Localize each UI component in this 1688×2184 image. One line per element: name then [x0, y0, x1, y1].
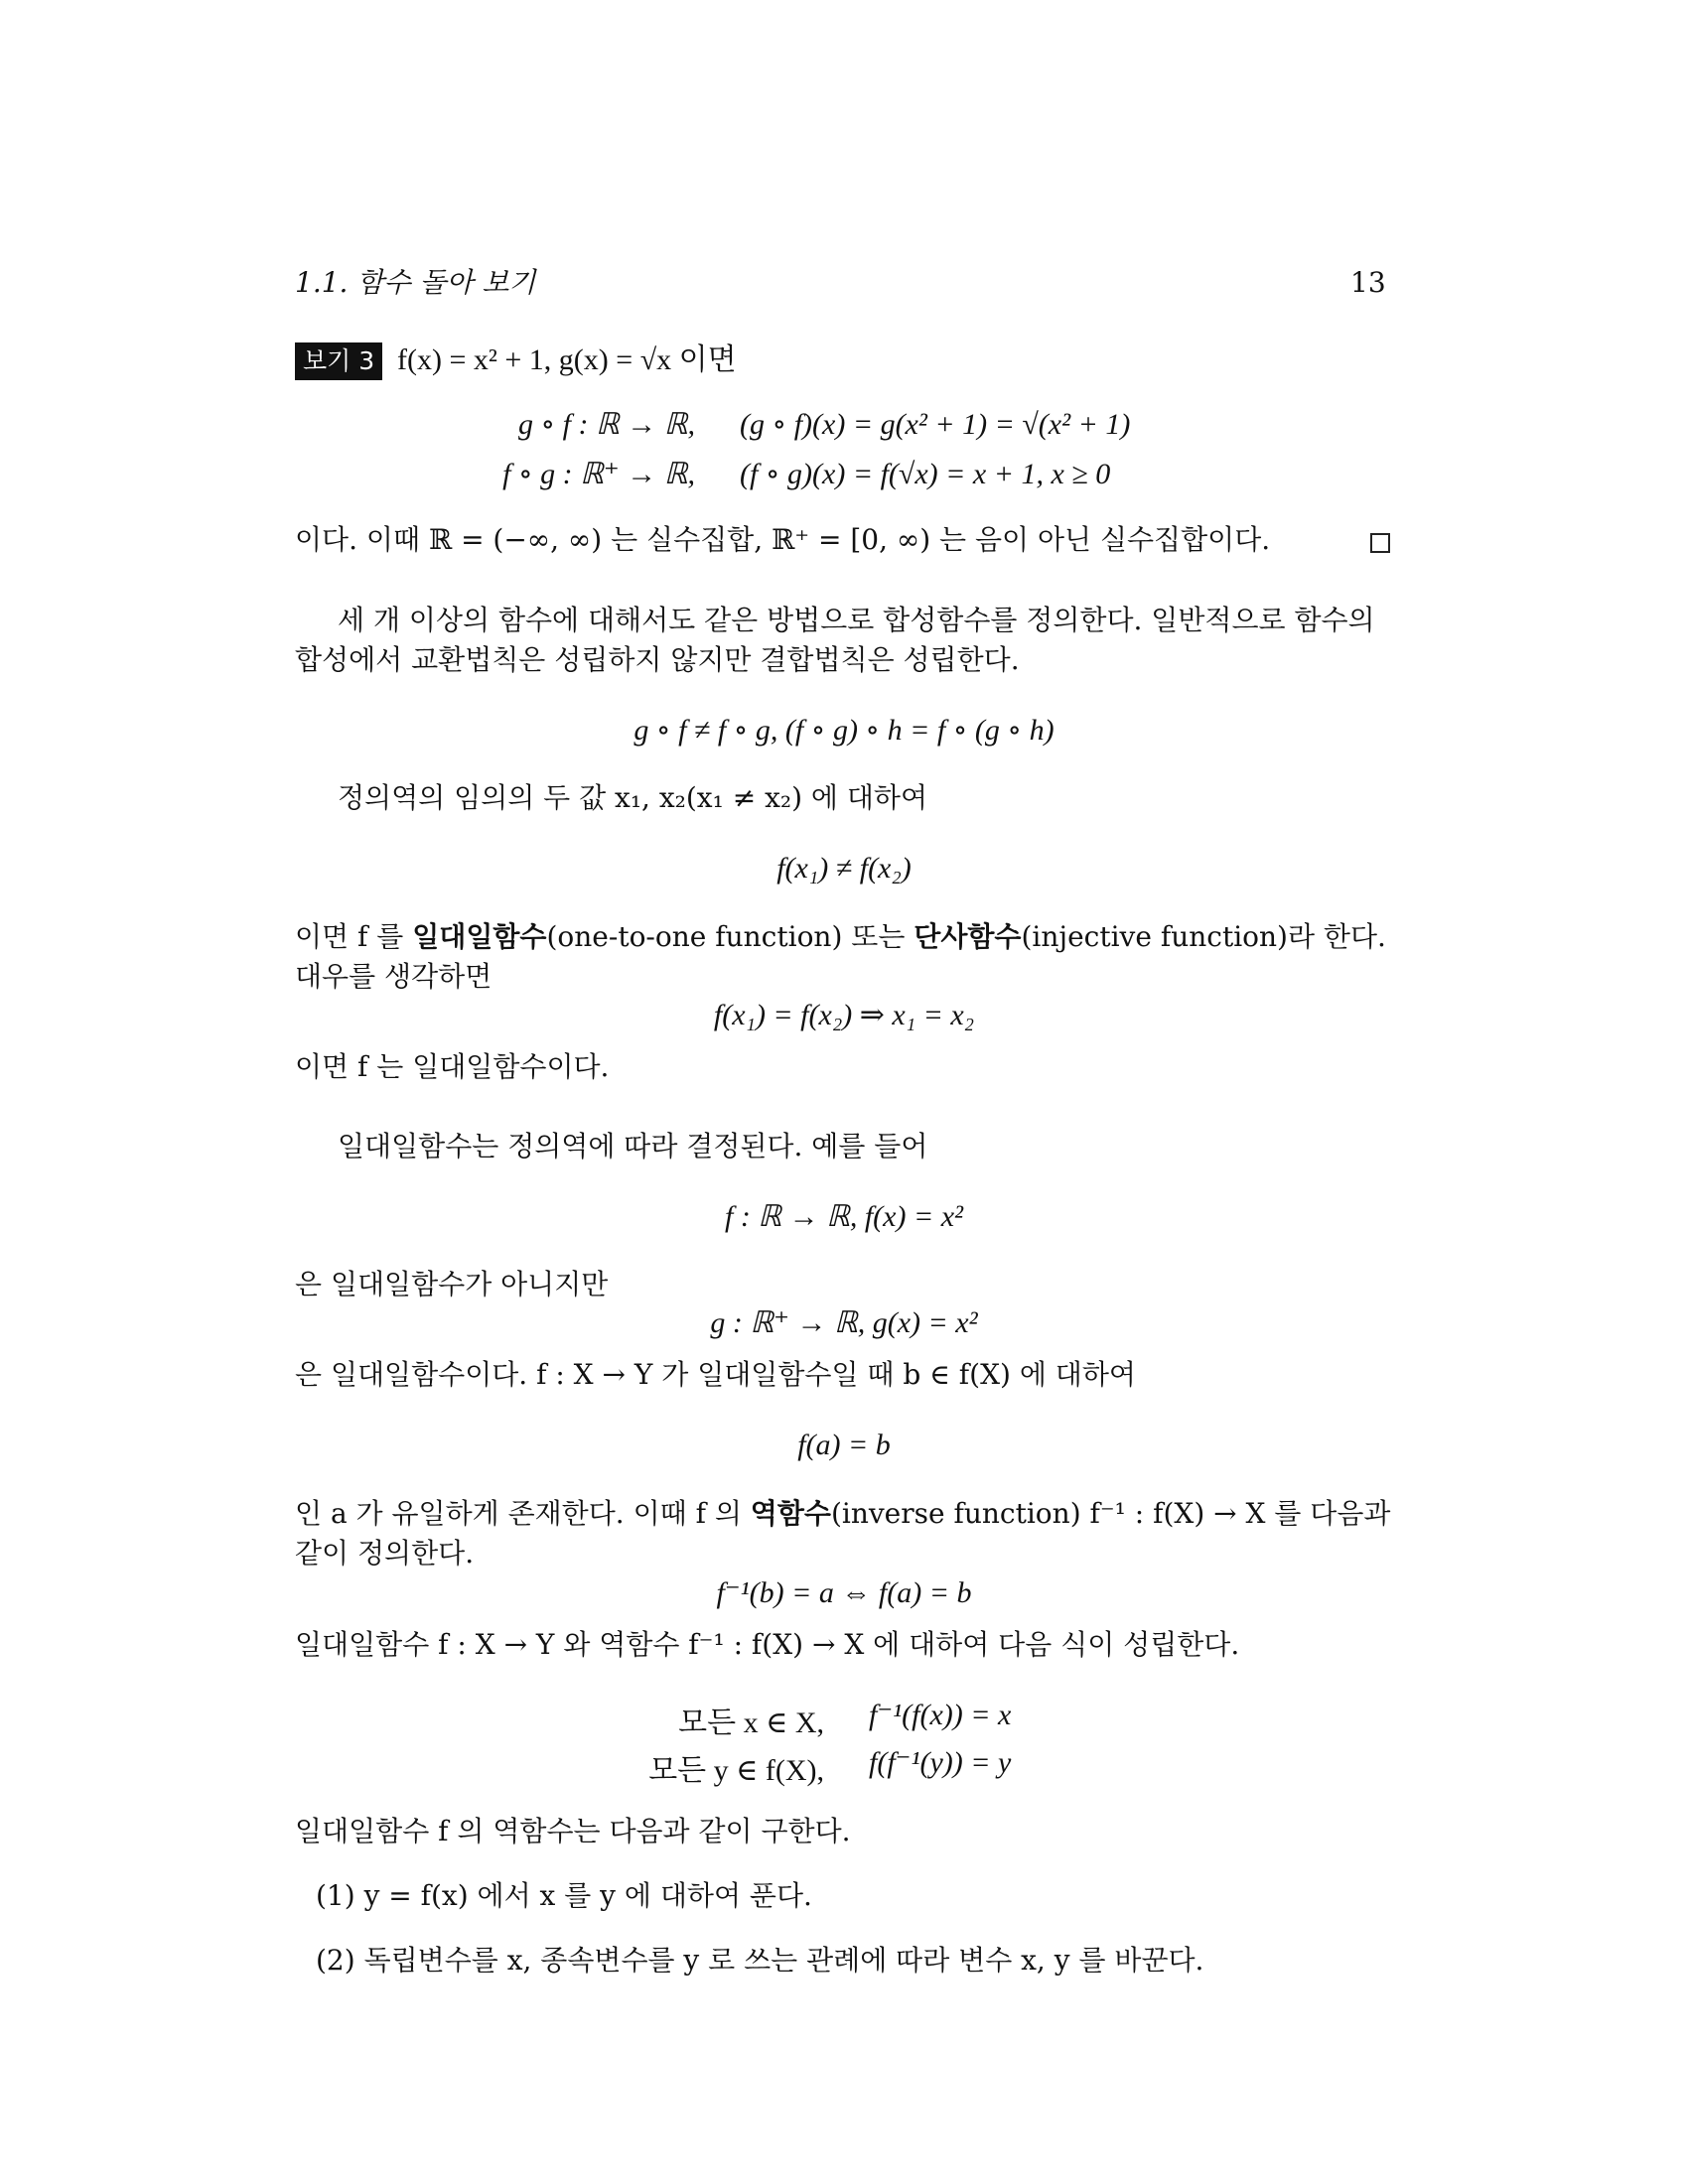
paragraph-line: 일대일함수 f 의 역함수는 다음과 같이 구한다. — [295, 1815, 851, 1847]
example-eq1-left: g ∘ f : ℝ → ℝ, — [517, 408, 695, 441]
paragraph-line: 일대일함수 f : X → Y 와 역함수 f⁻¹ : f(X) → X 에 대하여 다음 식이 성립한다. — [295, 1628, 1240, 1661]
example-intro: f(x) = x² + 1, g(x) = √x 이면 — [397, 343, 737, 376]
text-run: (injective function)라 한다. — [1021, 920, 1386, 953]
paragraph-line: 은 일대일함수이다. f : X → Y 가 일대일함수일 때 b ∈ f(X) 에 대하여 — [295, 1358, 1136, 1391]
paragraph-line: 일대일함수는 정의역에 따라 결정된다. 예를 들어 — [338, 1130, 928, 1162]
running-header: 1.1. 함수 돌아 보기 — [295, 266, 536, 299]
text-run: 이면 f 를 — [295, 920, 413, 953]
example-tag: 보기 3 — [295, 342, 382, 380]
example-conclusion: 이다. 이때 ℝ = (−∞, ∞) 는 실수집합, ℝ⁺ = [0, ∞) 는 음이 아닌 실수집합이다. — [295, 523, 1271, 556]
page-number: 13 — [1350, 266, 1386, 299]
paragraph-line: 이면 f 는 일대일함수이다. — [295, 1050, 610, 1083]
paragraph-line: 세 개 이상의 함수에 대해서도 같은 방법으로 합성함수를 정의한다. 일반적으로 함수의 — [338, 604, 1375, 636]
procedure-step: (1) y = f(x) 에서 x 를 y 에 대하여 푼다. — [316, 1879, 812, 1912]
equation-composition: g ∘ f ≠ f ∘ g, (f ∘ g) ∘ h = f ∘ (g ∘ h) — [633, 714, 1055, 747]
definition-inverse — [295, 1497, 1390, 1531]
identity1-left: 모든 x ∈ X, — [678, 1706, 824, 1739]
paragraph-line: 정의역의 임의의 두 값 x₁, x₂(x₁ ≠ x₂) 에 대하여 — [338, 781, 928, 814]
equation-contrapositive: f(x₁) = f(x₂) ⇒ x₁ = x₂ — [713, 999, 975, 1031]
identity2-left: 모든 y ∈ f(X), — [648, 1754, 824, 1787]
identity1-right: f⁻¹(f(x)) = x — [869, 1699, 1012, 1731]
text-run: 인 a 가 유일하게 존재한다. 이때 f 의 — [295, 1497, 751, 1530]
paragraph-line: 은 일대일함수가 아니지만 — [295, 1268, 609, 1300]
term-inverse-function: 역함수 — [750, 1497, 831, 1530]
text-run: (inverse function) f⁻¹ : f(X) → X 를 다음과 — [830, 1497, 1391, 1530]
equation-f-square: f : ℝ → ℝ, f(x) = x² — [724, 1200, 964, 1233]
equation-fa-b: f(a) = b — [797, 1429, 891, 1461]
equation-injective: f(x₁) ≠ f(x₂) — [776, 852, 912, 885]
text-run: (one-to-one function) 또는 — [546, 920, 914, 953]
definition-injective — [295, 920, 1386, 954]
example-eq2-left: f ∘ g : ℝ⁺ → ℝ, — [502, 458, 695, 490]
term-injective: 단사함수 — [914, 920, 1022, 953]
identity2-right: f(f⁻¹(y)) = y — [869, 1746, 1012, 1779]
equation-g-square: g : ℝ⁺ → ℝ, g(x) = x² — [710, 1306, 978, 1339]
term-one-to-one: 일대일함수 — [412, 920, 547, 953]
procedure-step: (2) 독립변수를 x, 종속변수를 y 로 쓰는 관례에 따라 변수 x, y 를 바꾼다. — [316, 1944, 1204, 1977]
example-eq2-right: (f ∘ g)(x) = f(√x) = x + 1, x ≥ 0 — [740, 458, 1111, 490]
equation-inverse-def: f⁻¹(b) = a ⇔ f(a) = b — [716, 1576, 972, 1609]
qed-square-icon — [1370, 533, 1390, 553]
paragraph-line: 같이 정의한다. — [295, 1537, 475, 1570]
paragraph-line: 합성에서 교환법칙은 성립하지 않지만 결합법칙은 성립한다. — [295, 643, 1020, 676]
paragraph-line: 대우를 생각하면 — [295, 960, 492, 993]
example-eq1-right: (g ∘ f)(x) = g(x² + 1) = √(x² + 1) — [740, 408, 1131, 441]
